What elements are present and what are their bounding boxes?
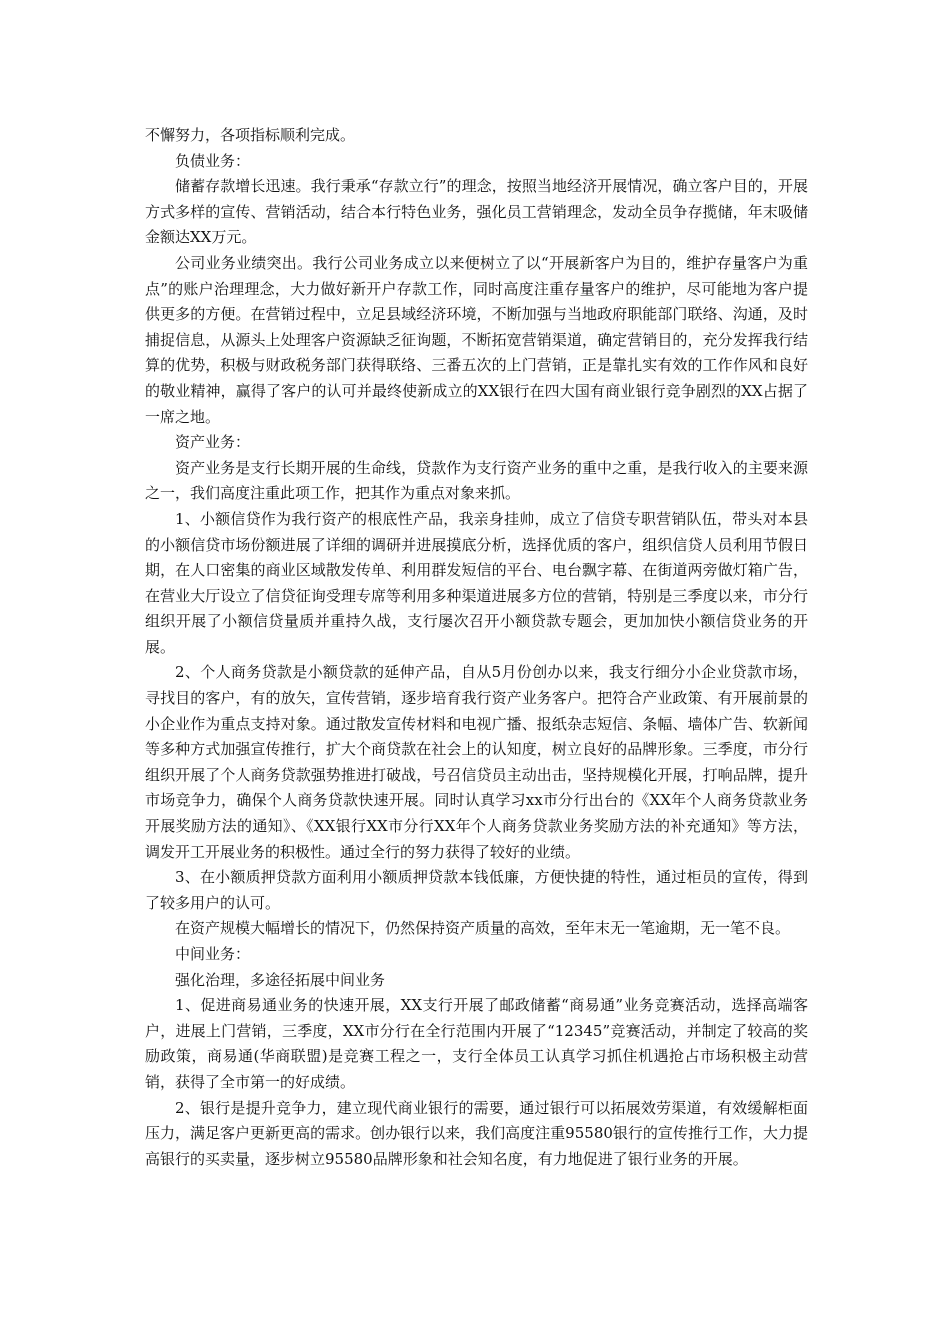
section-heading-intermediate: 中间业务： — [175, 945, 251, 963]
document-body — [145, 123, 808, 1172]
section-heading-liabilities: 负债业务： — [175, 151, 251, 170]
paragraph: 强化治理，多途径拓展中间业务 — [175, 970, 386, 989]
paragraph: 1、小额信贷作为我行资产的根底性产品，我亲身挂帅，成立了信贷专职营销队伍，带头对本县的小额信贷市场份额进展了详细的调研并进展摸底分析，选择优质的客户，组织信贷人员利用节假日期，在人口密集的商业区域散发传单、利用群发短信的平台、电台飘字幕、在街道两旁做灯箱广告，在营业大厅设立了信贷征询受理专席等利用多种渠道进展多方位的营销，特别是三季度以来，市分行组织开展了小额信贷量质并重持久战，支行屡次召开小额贷款专题会，更加加快小额信贷业务的开展。 — [145, 509, 808, 656]
section-heading-assets: 资产业务： — [175, 433, 251, 452]
paragraph: 储蓄存款增长迅速。我行秉承“存款立行”的理念，按照当地经济开展情况，确立客户目的，开展方式多样的宣传、营销活动，结合本行特色业务，强化员工营销理念，发动全员争存揽储，年末吸储金额达XX万元。 — [145, 177, 808, 247]
paragraph: 在资产规模大幅增长的情况下，仍然保持资产质量的高效，至年末无一笔逾期，无一笔不良。 — [175, 919, 791, 938]
paragraph: 公司业务业绩突出。我行公司业务成立以来便树立了以“开展新客户为目的，维护存量客户为重点”的账户治理理念，大力做好新开户存款工作，同时高度注重存量客户的维护，尽可能地为客户提供更多的方便。在营销过程中，立足县域经济环境，不断加强与当地政府职能部门联络、沟通，及时捕捉信息，从源头上处理客户资源缺乏征询题，不断拓宽营销渠道，确定营销目的，充分发挥我行结算的优势，积极与财政税务部门获得联络、三番五次的上门营销，正是靠扎实有效的工作作风和良好的敬业精神，赢得了客户的认可并最终使新成立的XX银行在四大国有商业银行竞争剧烈的XX占据了一席之地。 — [145, 253, 808, 426]
paragraph: 不懈努力，各项指标顺利完成。 — [145, 126, 356, 144]
paragraph: 1、促进商易通业务的快速开展，XX支行开展了邮政储蓄“商易通”业务竞赛活动，选择高端客户，进展上门营销，三季度，XX市分行在全行范围内开展了“12345”竞赛活动，并制定了较高的奖励政策，商易通(华商联盟)是竞赛工程之一，支行全体员工认真学习抓住机遇抢占市场积极主动营销，获得了全市第一的好成绩。 — [145, 996, 808, 1091]
paragraph: 2、个人商务贷款是小额贷款的延伸产品，自从5月份创办以来，我支行细分小企业贷款市场，寻找目的客户，有的放矢，宣传营销，逐步培育我行资产业务客户。把符合产业政策、有开展前景的小企业作为重点支持对象。通过散发宣传材料和电视广播、报纸杂志短信、条幅、墙体广告、软新闻等多种方式加强宣传推行，扩大个商贷款在社会上的认知度，树立良好的品牌形象。三季度，市分行组织开展了个人商务贷款强势推进打破战，号召信贷员主动出击，坚持规模化开展，打响品牌，提升市场竞争力，确保个人商务贷款快速开展。同时认真学习xx市分行出台的《XX年个人商务贷款业务开展奖励方法的通知》、《XX银行XX市分行XX年个人商务贷款业务奖励方法的补充通知》等方法，调发开工开展业务的积极性。通过全行的努力获得了较好的业绩。 — [145, 663, 808, 861]
paragraph: 2、银行是提升竞争力，建立现代商业银行的需要，通过银行可以拓展效劳渠道，有效缓解柜面压力，满足客户更新更高的需求。创办银行以来，我们高度注重95580银行的宣传推行工作，大力提高银行的买卖量，逐步树立95580品牌形象和社会知名度，有力地促进了银行业务的开展。 — [145, 1098, 808, 1168]
paragraph: 3、在小额质押贷款方面利用小额质押贷款本钱低廉，方便快捷的特性，通过柜员的宣传，得到了较多用户的认可。 — [145, 868, 808, 912]
paragraph: 资产业务是支行长期开展的生命线，贷款作为支行资产业务的重中之重，是我行收入的主要来源之一，我们高度注重此项工作，把其作为重点对象来抓。 — [145, 458, 808, 503]
